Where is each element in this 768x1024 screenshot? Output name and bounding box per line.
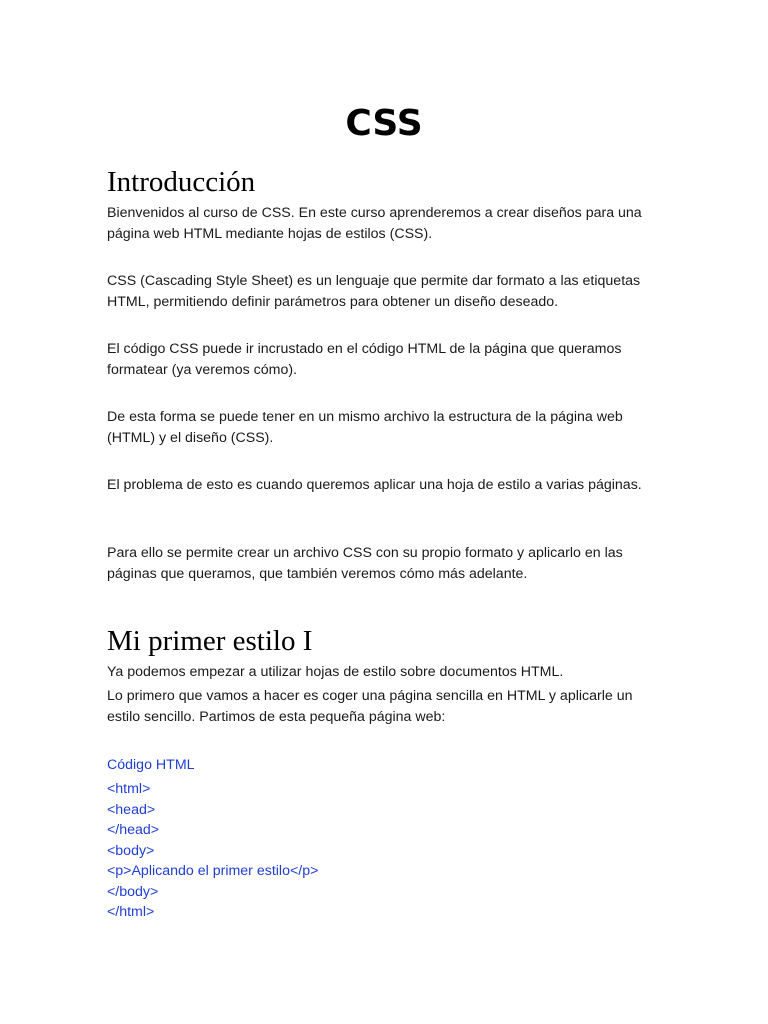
code-line: <body>: [107, 842, 155, 859]
section-heading-introduccion: Introducción: [107, 166, 256, 198]
paragraph: CSS (Cascading Style Sheet) es un lenguaje que permite dar formato a las etiquetas HTML, permitiendo definir parámetros para obtener un diseño deseado.: [107, 273, 641, 310]
paragraph: El código CSS puede ir incrustado en el código HTML de la página que queramos formatear (ya veremos cómo).: [107, 341, 622, 378]
section-heading-mi-primer-estilo: Mi primer estilo I: [107, 625, 313, 657]
paragraph: Para ello se permite crear un archivo CSS con su propio formato y aplicarlo en las páginas que queramos, que también veremos cómo más adelante.: [107, 545, 623, 582]
code-label: Código HTML: [107, 757, 195, 773]
code-line: <p>Aplicando el primer estilo</p>: [107, 863, 319, 879]
code-block: [107, 779, 318, 923]
code-line: <html>: [107, 781, 151, 797]
paragraph: De esta forma se puede tener en un mismo archivo la estructura de la página web (HTML) y el diseño (CSS).: [107, 409, 623, 446]
paragraph: Lo primero que vamos a hacer es coger una página sencilla en HTML y aplicarle un estilo sencillo. Partimos de esta pequeña página web:: [107, 688, 633, 725]
paragraph: Bienvenidos al curso de CSS. En este curso aprenderemos a crear diseños para una página web HTML mediante hojas de estilos (CSS).: [107, 205, 642, 242]
document-title: CSS: [345, 103, 423, 144]
paragraph: El problema de esto es cuando queremos aplicar una hoja de estilo a varias páginas.: [107, 477, 642, 493]
code-line: </head>: [107, 822, 160, 838]
code-line: </body>: [107, 883, 159, 900]
code-line: <head>: [107, 801, 156, 818]
code-line: </html>: [107, 904, 155, 920]
paragraph: Ya podemos empezar a utilizar hojas de estilo sobre documentos HTML.: [107, 664, 564, 680]
